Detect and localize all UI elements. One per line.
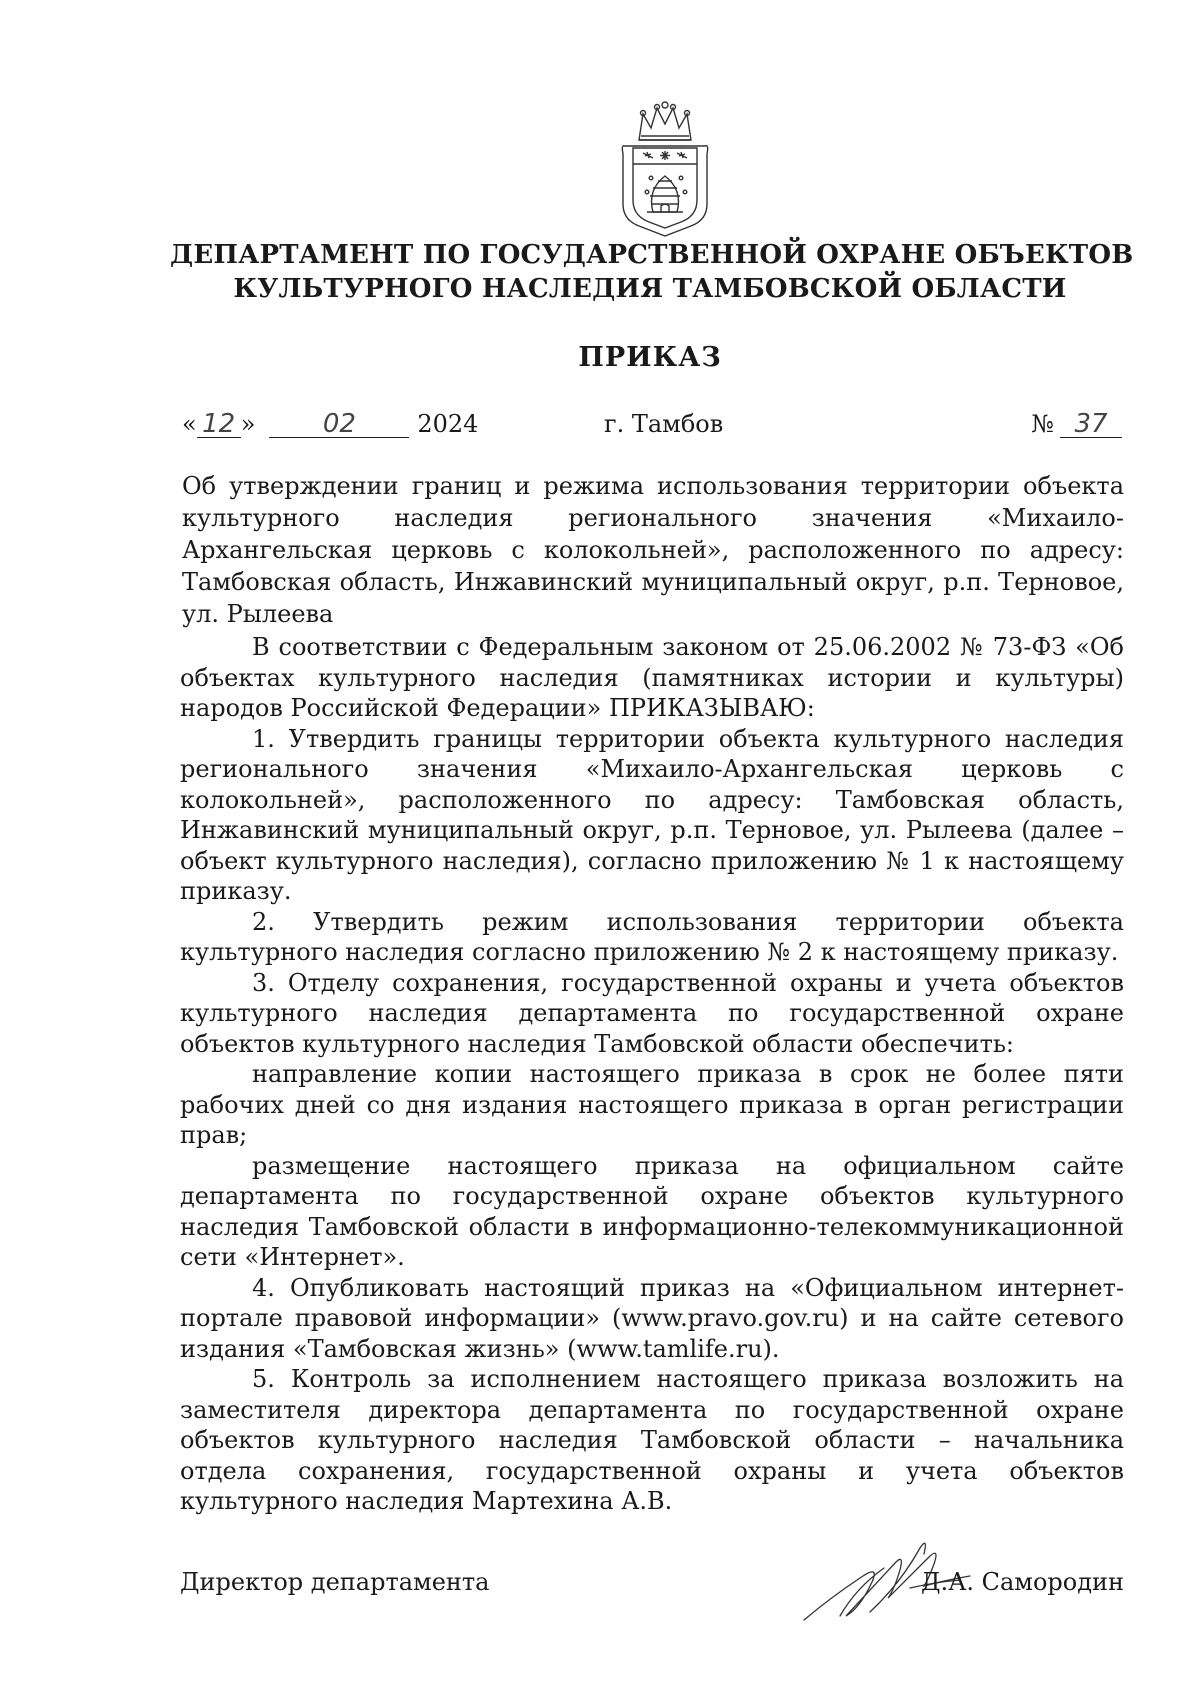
handwritten-number: 37 (1060, 411, 1122, 438)
item-3-paragraph: 3. Отделу сохранения, государственной охраны и учета объектов культурного наследия департамента по государственной охране объектов культурного наследия Тамбовской области обеспечить: (180, 968, 1124, 1058)
handwritten-day: 12 (197, 411, 241, 438)
document-type: ПРИКАЗ (578, 342, 722, 373)
signatory-position: Директор департамента (180, 1568, 490, 1596)
date-quote-open: « (182, 410, 197, 438)
department-name-line-2: КУЛЬТУРНОГО НАСЛЕДИЯ ТАМБОВСКОЙ ОБЛАСТИ (233, 274, 1067, 304)
order-date (182, 410, 478, 438)
order-number (1031, 410, 1122, 438)
handwritten-month: 02 (269, 411, 409, 438)
number-sign: № (1031, 410, 1054, 438)
item-4-paragraph: 4. Опубликовать настоящий приказ на «Официальном интернет-портале правовой информации» (www.pravo.gov.ru) и на сайте сетевого издания «Тамбовская жизнь» (www.tamlife.ru). (180, 1273, 1124, 1363)
item-3a-paragraph: направление копии настоящего приказа в срок не более пяти рабочих дней со дня издания настоящего приказа в орган регистрации прав; (180, 1060, 1124, 1149)
department-header (170, 238, 1134, 306)
item-1-paragraph: 1. Утвердить границы территории объекта культурного наследия регионального значения «Михаило-Архангельская церковь с колокольней», расположенного по адресу: Тамбовская область, Инжавинский муниципальный округ, р.п. Терновое, ул. Рылеева (далее – объект культурного наследия), согласно приложению № 1 к настоящему приказу. (180, 724, 1124, 905)
item-3b-paragraph: размещение настоящего приказа на официальном сайте департамента по государственной охране объектов культурного наследия Тамбовской области в информационно-телекоммуникационной сети «Интернет». (180, 1151, 1124, 1271)
date-quote-close: » (240, 410, 256, 438)
item-5-paragraph: 5. Контроль за исполнением настоящего приказа возложить на заместителя директора департамента по государственной охране объектов культурного наследия Тамбовской области – начальника отдела сохранения, государственной охраны и учета объектов культурного наследия Мартехина А.В. (180, 1365, 1124, 1515)
signatory-name: Д.А. Самородин (921, 1568, 1124, 1596)
department-name-line-1: ДЕПАРТАМЕНТ ПО ГОСУДАРСТВЕННОЙ ОХРАНЕ ОБЪЕКТОВ (170, 240, 1134, 270)
order-body (180, 632, 1124, 1517)
preamble-paragraph: В соответствии с Федеральным законом от 25.06.2002 № 73-ФЗ «Об объектах культурного наследия (памятниках истории и культуры) народов Российской Федерации» ПРИКАЗЫВАЮ: (180, 633, 1124, 722)
city: г. Тамбов (604, 410, 724, 438)
item-2-paragraph: 2. Утвердить режим использования территории объекта культурного наследия согласно приложению № 2 к настоящему приказу. (180, 907, 1124, 966)
order-title: Об утверждении границ и режима использования территории объекта культурного наследия регионального значения «Михаило-Архангельская церковь с колокольней», расположенного по адресу: Тамбовская область, Инжавинский муниципальный округ, р.п. Терновое, ул. Рылеева (182, 472, 1124, 628)
coat-of-arms-icon (617, 100, 713, 238)
date-line (182, 410, 1122, 444)
signature-block (180, 1568, 1124, 1648)
date-year: 2024 (417, 410, 479, 438)
